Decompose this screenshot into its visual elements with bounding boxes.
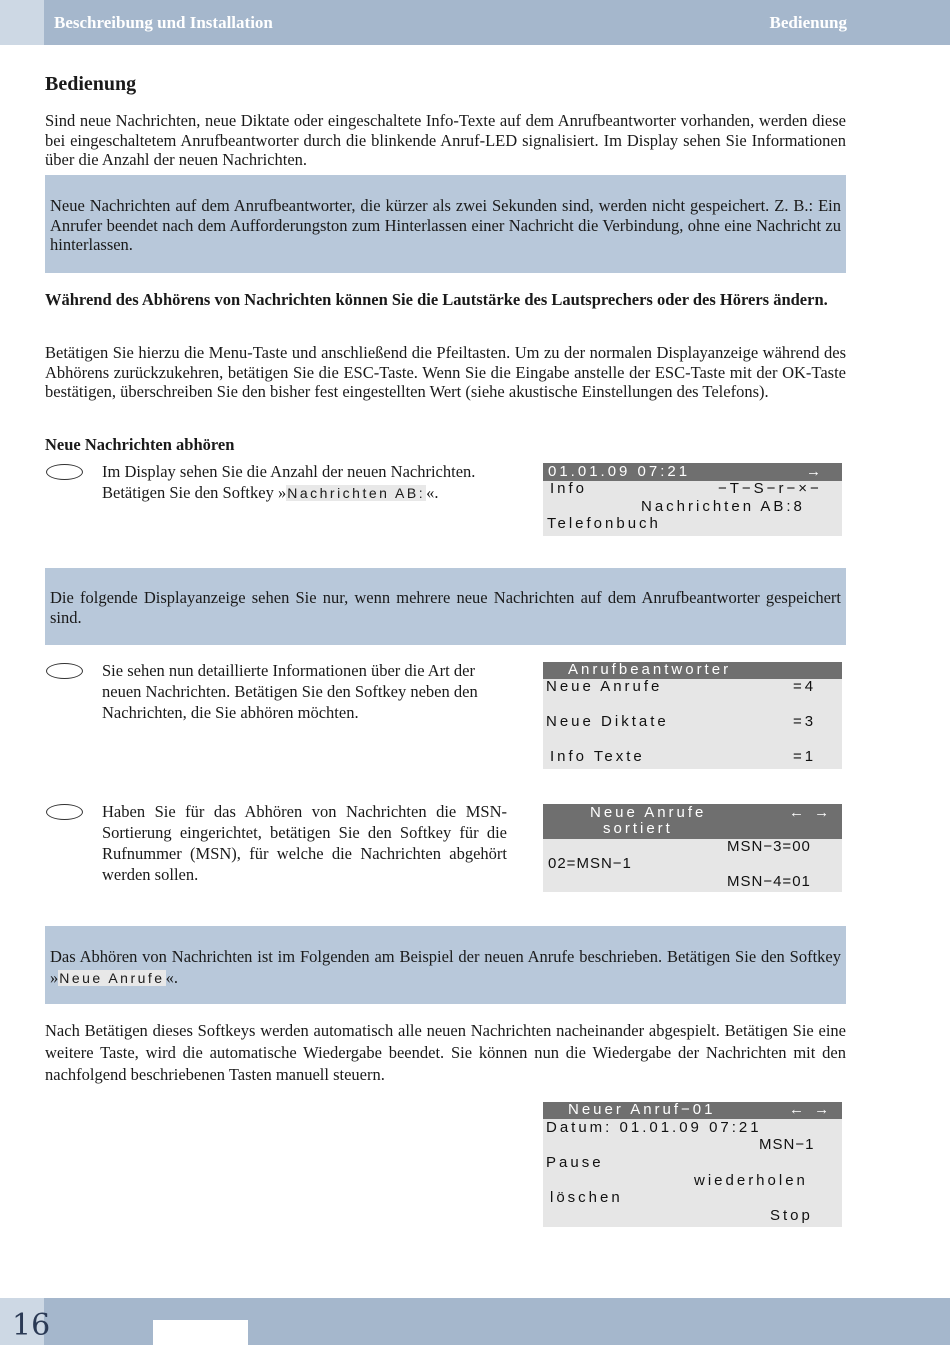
note-box-example: [45, 926, 846, 1004]
display-anruf-bar: [543, 1102, 842, 1119]
display-softkey-neue-diktate[interactable]: Neue Diktate: [546, 713, 669, 730]
volume-paragraph: Betätigen Sie hierzu die Menu-Taste und anschließend die Pfeiltasten. Um zu der normalen Displayanzeige während des Abhörens zurückzukehren, betätigen Sie die ESC-Taste. Wenn Sie die Eingabe anstelle der ESC-Taste mit der OK-Taste bestätigen, überschreiben Sie den bisher fest eingestellten Wert (siehe akustische Einstellungen des Telefons).: [45, 343, 846, 401]
step1-text: [102, 461, 507, 504]
volume-heading: Während des Abhörens von Nachrichten können Sie die Lautstärke des Lautsprechers oder des Hörers ändern.: [45, 290, 828, 309]
step3-text: Haben Sie für das Abhören von Nachrichten die MSN-Sortierung eingerichtet, betätigen Sie den Softkey für die Rufnummer (MSN), für welche die Nachrichten abgehört werden sollen.: [102, 802, 507, 884]
display-anruf-title: Neuer Anruf−01: [568, 1101, 716, 1118]
display-standby-bar: [543, 463, 842, 481]
softkey-neue-anrufe[interactable]: Neue Anrufe: [59, 970, 165, 986]
note-text-short-messages: Neue Nachrichten auf dem Anrufbeantworter, die kürzer als zwei Sekunden sind, werden nicht gespeichert. Z. B.: Ein Anrufer beendet nach dem Aufforderungston zum Hinterlassen einer Nachricht die Verbindung, ohne eine Nachricht zu hinterlassen.: [50, 196, 841, 254]
auto-playback-paragraph: Nach Betätigen dieses Softkeys werden automatisch alle neuen Nachrichten nacheinander abgespielt. Betätigen Sie eine weitere Taste, wird die automatische Wiedergabe beendet. Sie können nun die Wiedergabe der Nachrichten mit den nachfolgend beschriebenen Tasten manuell steuern.: [45, 1021, 846, 1084]
display-softkey-telefonbuch[interactable]: Telefonbuch: [547, 515, 661, 532]
header-tab: [0, 0, 44, 45]
page-footer: [0, 1298, 950, 1345]
display-anrufbeantworter: [543, 662, 842, 769]
display-softkey-msn3[interactable]: MSN−3=00: [727, 838, 811, 855]
step-bullet-icon: [46, 804, 83, 820]
page-number: 16: [12, 1308, 51, 1343]
step-bullet-icon: [46, 663, 83, 679]
display-softkey-neue-anrufe[interactable]: Neue Anrufe: [546, 678, 663, 695]
listen-heading: Neue Nachrichten abhören: [45, 435, 235, 454]
display-msn-title-line2: sortiert: [603, 820, 673, 837]
display-ab-title: Anrufbeantworter: [568, 661, 732, 678]
header-chapter-title: Bedienung: [769, 13, 847, 32]
display-softkey-pause[interactable]: Pause: [546, 1154, 604, 1171]
note-text-example: [50, 946, 841, 989]
step2-text: Sie sehen nun detaillierte Informationen über die Art der neuen Nachrichten. Betätigen Sie den Softkey neben den Nachrichten, die Sie abhören möchten.: [102, 661, 478, 722]
note-text-multiple: Die folgende Displayanzeige sehen Sie nur, wenn mehrere neue Nachrichten auf dem Anrufbeantworter gespeichert sind.: [50, 588, 841, 627]
display-softkey-nachrichten[interactable]: Nachrichten AB:8: [641, 498, 805, 515]
display-softkey-stop[interactable]: Stop: [770, 1207, 813, 1224]
display-ab-bar: [543, 662, 842, 679]
display-neuer-anruf: [543, 1102, 842, 1227]
arrow-left-right-icon: ← →: [789, 804, 833, 821]
display-softkey-wiederholen[interactable]: wiederholen: [694, 1172, 808, 1189]
arrow-left-right-icon: ← →: [789, 1101, 833, 1118]
display-standby-datetime: 01.01.09 07:21: [548, 463, 691, 480]
arrow-right-icon: →: [806, 463, 824, 480]
note-example-suffix: «.: [165, 968, 178, 987]
intro-paragraph: Sind neue Nachrichten, neue Diktate oder eingeschaltete Info-Texte auf dem Anrufbeantworter vorhanden, werden diese bei eingeschaltetem Anrufbeantworter durch die blinkende Anruf-LED signalisiert. Im Display sehen Sie Informationen über die Anzahl der neuen Nachrichten.: [45, 111, 846, 169]
softkey-nachrichten-ab[interactable]: Nachrichten AB:: [287, 485, 426, 501]
note-box-short-messages: [45, 175, 846, 273]
note-example-prefix: Das Abhören von Nachrichten ist im Folgenden am Beispiel der neuen Anrufe beschrieben. Betätigen Sie den Softkey »: [50, 947, 841, 987]
step1-suffix: «.: [426, 483, 439, 502]
display-tsr-indicator: −T−S−r−×−: [718, 480, 822, 497]
step-bullet-icon: [46, 464, 83, 480]
display-msn-sorted: [543, 804, 842, 892]
display-count-info: =1: [793, 748, 817, 765]
display-standby: [543, 463, 842, 536]
step1-prefix: Betätigen Sie den Softkey »: [102, 483, 287, 502]
page-title: Bedienung: [45, 73, 137, 95]
header-section-title: Beschreibung und Installation: [54, 13, 273, 32]
footer-white-box: [153, 1320, 248, 1345]
display-softkey-loeschen[interactable]: löschen: [550, 1189, 623, 1206]
display-count-diktate: =3: [793, 713, 817, 730]
display-msn-title-line1: Neue Anrufe: [590, 804, 707, 821]
display-softkey-msn1[interactable]: 02=MSN−1: [548, 855, 632, 872]
display-softkey-info-texte[interactable]: Info Texte: [550, 748, 645, 765]
note-box-multiple: [45, 568, 846, 645]
display-softkey-info[interactable]: Info: [550, 480, 588, 497]
display-softkey-msn4[interactable]: MSN−4=01: [727, 873, 811, 890]
display-msn-bar: [543, 804, 842, 839]
display-datum: Datum: 01.01.09 07:21: [546, 1119, 762, 1136]
display-count-anrufe: =4: [793, 678, 817, 695]
step1-line1: Im Display sehen Sie die Anzahl der neuen Nachrichten.: [102, 462, 476, 481]
display-msn: MSN−1: [759, 1136, 815, 1153]
